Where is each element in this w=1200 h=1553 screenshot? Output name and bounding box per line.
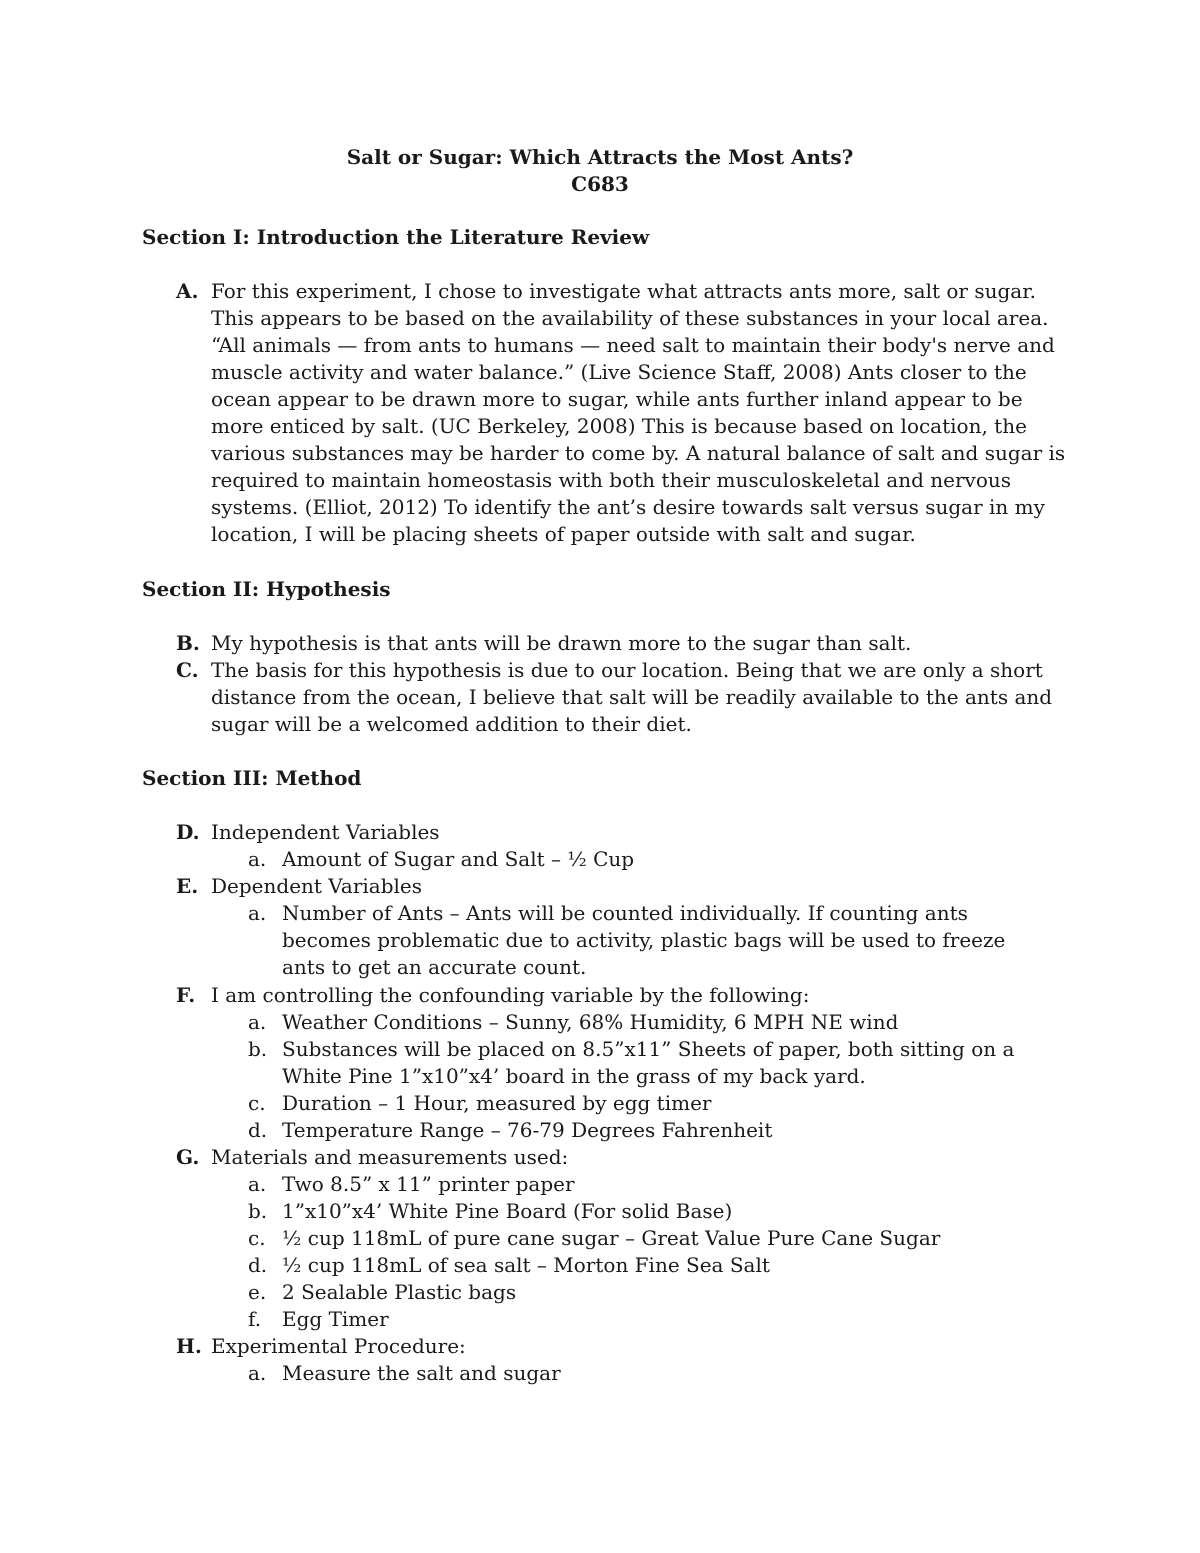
sub-item [248,1306,1048,1333]
item-text: My hypothesis is that ants will be drawn more to the sugar than salt. [211,631,912,655]
item-label: H. [176,1334,202,1358]
item-text: Dependent Variables [211,874,423,898]
list-item [176,1144,1066,1171]
sub-item-label: b. [248,1199,268,1223]
item-text: Materials and measurements used: [211,1145,569,1169]
list-item [176,278,1066,548]
sub-item-text: Amount of Sugar and Salt – ½ Cup [282,847,635,871]
sub-item-text: Egg Timer [282,1307,389,1331]
sub-item [248,1225,1048,1252]
list-item [176,873,1066,900]
sub-item-label: b. [248,1037,268,1061]
list-item [176,1333,1066,1360]
sub-item [248,1009,1048,1036]
sub-item-text: Duration – 1 Hour, measured by egg timer [282,1091,712,1115]
item-label: G. [176,1145,200,1169]
sub-item-text: 1”x10”x4’ White Pine Board (For solid Base) [282,1199,733,1223]
item-text: The basis for this hypothesis is due to our location. Being that we are only a short distance from the ocean, I believe that salt will be readily available to the ants and sugar will be a welcomed addition to their diet. [211,658,1053,736]
sub-item-text: Temperature Range – 76-79 Degrees Fahrenheit [282,1118,773,1142]
sub-item [248,1198,1048,1225]
sub-item-label: c. [248,1091,266,1115]
item-label: C. [176,658,199,682]
sub-item-text: Substances will be placed on 8.5”x11” Sheets of paper, both sitting on a White Pine 1”x10”x4’ board in the grass of my back yard. [282,1037,1015,1088]
sub-item [248,900,1038,981]
sub-item [248,1171,1048,1198]
sub-item [248,846,1048,873]
item-text: For this experiment, I chose to investigate what attracts ants more, salt or sugar. This appears to be based on the availability of these substances in your local area. “All animals — from ants to humans — need salt to maintain their body's nerve and muscle activity and water balance.” (Live Science Staff, 2008) Ants closer to the ocean appear to be drawn more to sugar, while ants further inland appear to be more enticed by salt. (UC Berkeley, 2008) This is because based on location, the various substances may be harder to come by. A natural balance of salt and sugar is required to maintain homeostasis with both their musculoskeletal and nervous systems. (Elliot, 2012) To identify the ant’s desire towards salt versus sugar in my location, I will be placing sheets of paper outside with salt and sugar. [211,279,1066,546]
item-label: D. [176,820,200,844]
section-heading: Section II: Hypothesis [142,577,391,601]
sub-item-text: Weather Conditions – Sunny, 68% Humidity, 6 MPH NE wind [282,1010,899,1034]
section-heading: Section III: Method [142,766,362,790]
sub-item-label: d. [248,1253,268,1277]
sub-item-text: Two 8.5” x 11” printer paper [282,1172,575,1196]
item-label: A. [176,279,199,303]
section-heading: Section I: Introduction the Literature Review [142,225,650,249]
list-item [176,819,1066,846]
sub-item-label: e. [248,1280,267,1304]
sub-item [248,1252,1048,1279]
list-item [176,657,1056,738]
course-code: C683 [571,172,629,196]
sub-item [248,1090,1048,1117]
item-label: B. [176,631,200,655]
sub-item-label: a. [248,847,267,871]
sub-item-text: 2 Sealable Plastic bags [282,1280,517,1304]
sub-item-label: d. [248,1118,268,1142]
item-text: Experimental Procedure: [211,1334,466,1358]
sub-item-label: f. [248,1307,262,1331]
sub-item-label: a. [248,901,267,925]
sub-item [248,1360,1048,1387]
item-text: Independent Variables [211,820,440,844]
sub-item-label: a. [248,1361,267,1385]
list-item [176,982,1066,1009]
sub-item [248,1117,1048,1144]
sub-item-text: Measure the salt and sugar [282,1361,561,1385]
item-text: I am controlling the confounding variable by the following: [211,983,810,1007]
document-title: Salt or Sugar: Which Attracts the Most Ants? [346,145,854,169]
item-label: E. [176,874,199,898]
sub-item [248,1036,1038,1090]
sub-item-text: ½ cup 118mL of sea salt – Morton Fine Sea Salt [282,1253,770,1277]
sub-item [248,1279,1048,1306]
sub-item-label: a. [248,1010,267,1034]
item-label: F. [176,983,196,1007]
title-block [0,144,1200,198]
list-item [176,630,1066,657]
sub-item-label: c. [248,1226,266,1250]
sub-item-text: Number of Ants – Ants will be counted individually. If counting ants becomes problematic due to activity, plastic bags will be used to freeze ants to get an accurate count. [282,901,1006,979]
sub-item-label: a. [248,1172,267,1196]
sub-item-text: ½ cup 118mL of pure cane sugar – Great Value Pure Cane Sugar [282,1226,941,1250]
